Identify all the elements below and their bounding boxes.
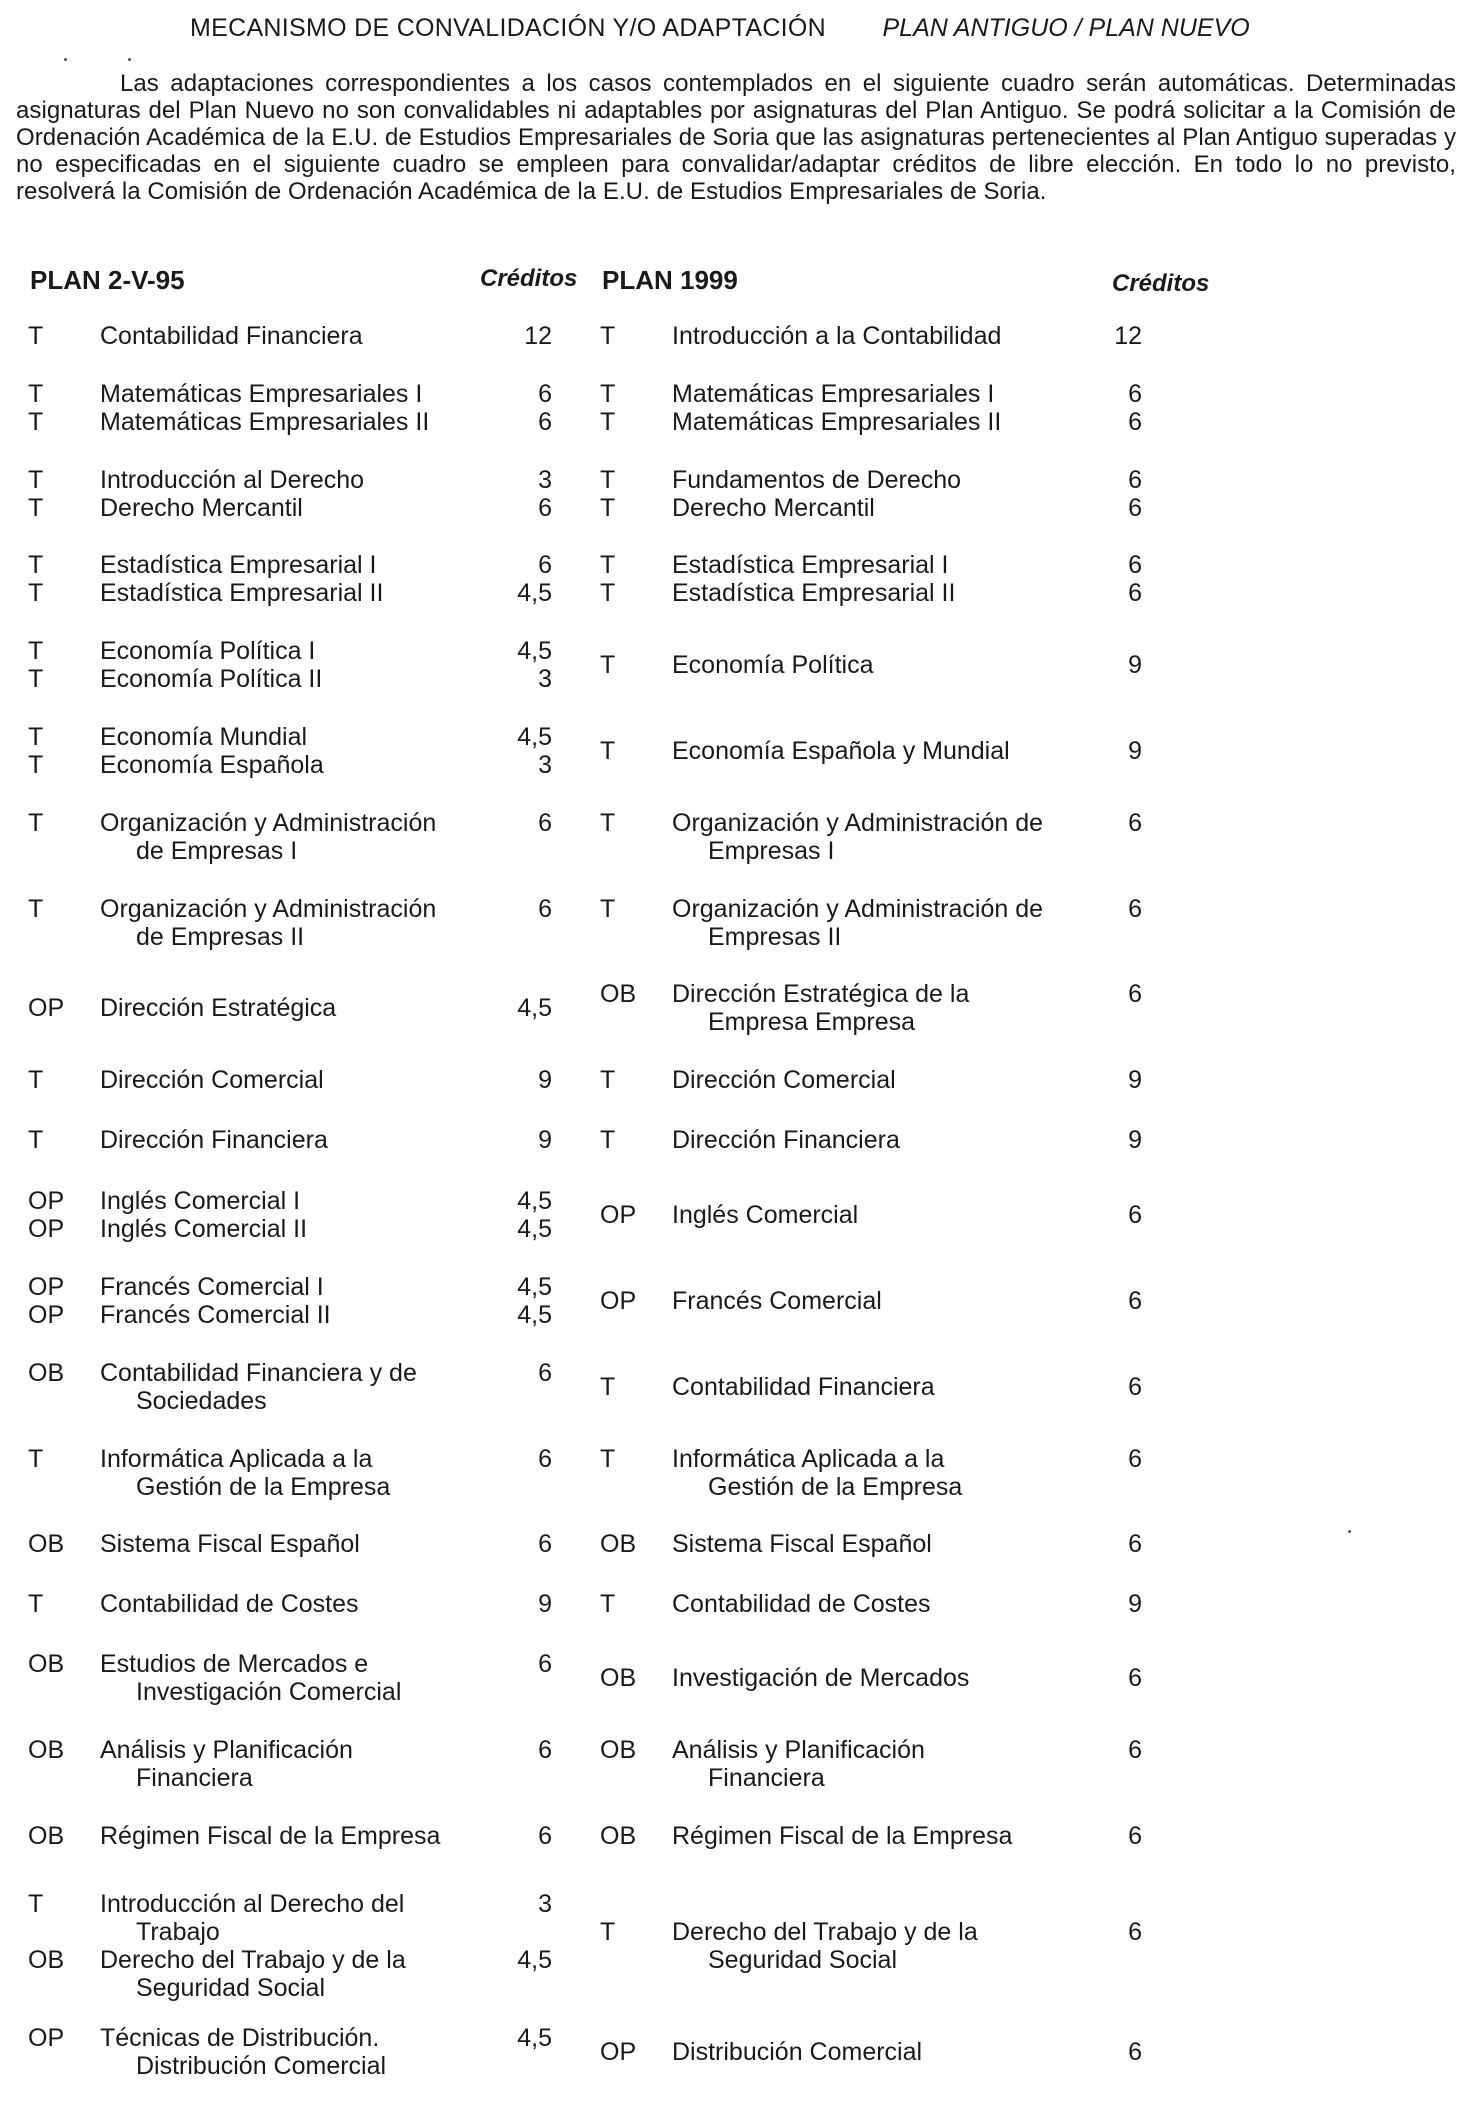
new-credits: 6 (1128, 1445, 1142, 1473)
subject-name-line: Francés Comercial II (100, 1301, 331, 1329)
old-subject-name (100, 723, 307, 751)
new-subject-name (672, 322, 1001, 350)
old-type-code: OB (28, 1530, 65, 1558)
old-credits: 6 (538, 1445, 552, 1473)
old-type-code: T (28, 1890, 44, 1918)
subject-name-line: Financiera (136, 1764, 253, 1792)
new-subject-name (672, 1287, 882, 1315)
old-subject-name (100, 895, 436, 951)
old-type-code: OP (28, 1215, 65, 1243)
new-type-code: OP (600, 2038, 637, 2066)
subject-name-line: Economía Política II (100, 665, 323, 693)
old-type-code: T (28, 579, 44, 607)
old-type-code: OP (28, 2024, 65, 2052)
new-subject-name (672, 1530, 932, 1558)
subject-name-line: Derecho del Trabajo y de la (672, 1918, 978, 1946)
subject-name-line: Análisis y Planificación (100, 1736, 353, 1764)
new-type-code: T (600, 408, 616, 436)
subject-name-line: Empresas II (708, 923, 842, 951)
new-type-code: OP (600, 1287, 637, 1315)
old-type-code: T (28, 895, 44, 923)
old-credits-header: Créditos (480, 265, 578, 292)
subject-name-line: Estadística Empresarial II (100, 579, 384, 607)
new-credits: 6 (1128, 1822, 1142, 1850)
old-credits: 6 (538, 408, 552, 436)
new-credits: 6 (1128, 466, 1142, 494)
new-subject-name (672, 1664, 969, 1692)
old-credits: 4,5 (517, 1301, 552, 1329)
old-subject-name (100, 1890, 404, 1946)
new-subject-name (672, 1201, 858, 1229)
new-credits: 6 (1128, 1287, 1142, 1315)
subject-name-line: Organización y Administración de (672, 895, 1044, 923)
old-type-code: OB (28, 1736, 65, 1764)
new-subject-name (672, 651, 874, 679)
old-subject-name (100, 1215, 307, 1243)
old-credits: 4,5 (517, 1187, 552, 1215)
subject-name-line: Inglés Comercial (672, 1201, 859, 1229)
old-credits: 3 (538, 466, 552, 494)
old-type-code: T (28, 494, 44, 522)
subject-name-line: Distribución Comercial (672, 2038, 923, 2066)
subject-name-line: Derecho Mercantil (672, 494, 875, 522)
new-credits: 6 (1128, 380, 1142, 408)
title-row (190, 14, 1250, 43)
old-subject-name (100, 1066, 324, 1094)
old-credits: 6 (538, 1359, 552, 1387)
old-subject-name (100, 322, 363, 350)
old-type-code: OB (28, 1946, 65, 1974)
old-type-code: T (28, 466, 44, 494)
new-subject-name (672, 895, 1043, 951)
new-type-code: T (600, 1066, 616, 1094)
scan-speck (128, 58, 131, 61)
new-type-code: T (600, 1373, 616, 1401)
subject-name-line: Empresas I (708, 837, 835, 865)
subject-name-line: Introducción al Derecho (100, 466, 365, 494)
subject-name-line: Matemáticas Empresariales II (672, 408, 1002, 436)
document-title: MECANISMO DE CONVALIDACIÓN Y/O ADAPTACIÓN (190, 14, 827, 42)
subject-name-line: Dirección Financiera (672, 1126, 900, 1154)
old-subject-name (100, 1822, 440, 1850)
new-type-code: T (600, 579, 616, 607)
subject-name-line: Régimen Fiscal de la Empresa (672, 1822, 1013, 1850)
new-credits: 6 (1128, 408, 1142, 436)
new-type-code: OB (600, 1530, 637, 1558)
new-type-code: T (600, 1918, 616, 1946)
new-type-code: T (600, 1590, 616, 1618)
new-credits-header: Créditos (1112, 270, 1210, 297)
new-subject-name (672, 737, 1010, 765)
old-credits: 9 (538, 1066, 552, 1094)
new-credits: 9 (1128, 1126, 1142, 1154)
old-type-code: T (28, 380, 44, 408)
scan-speck (64, 58, 67, 61)
subject-name-line: Trabajo (136, 1918, 220, 1946)
new-credits: 6 (1128, 1373, 1142, 1401)
new-subject-name (672, 380, 994, 408)
intro-text: Las adaptaciones correspondientes a los casos contemplados en el siguiente cuadro serán automáticas. Determinadas asignaturas del Plan Nuevo no son convalidables ni adaptables por asignaturas del Plan Antiguo. Se podrá solicitar a la Comisión de Ordenación Académica de la E.U. de Estudios Empresariales de Soria que las asignaturas pertenecientes al Plan Antiguo superadas y no especificadas en el siguiente cuadro se empleen para convalidar/adaptar créditos de libre elección. En todo lo no previsto, resolverá la Comisión de Ordenación Académica de la E.U. de Estudios Empresariales de Soria. (16, 70, 1456, 205)
old-type-code: OB (28, 1822, 65, 1850)
subject-name-line: Técnicas de Distribución. (100, 2024, 380, 2052)
subject-name-line: Financiera (708, 1764, 825, 1792)
old-credits: 4,5 (517, 579, 552, 607)
old-type-code: T (28, 637, 44, 665)
subject-name-line: Introducción al Derecho del (100, 1890, 405, 1918)
new-credits: 6 (1128, 551, 1142, 579)
subject-name-line: Inglés Comercial II (100, 1215, 308, 1243)
old-credits: 4,5 (517, 637, 552, 665)
old-credits: 4,5 (517, 2024, 552, 2052)
old-subject-name (100, 1736, 353, 1792)
old-credits: 6 (538, 1530, 552, 1558)
new-type-code: T (600, 551, 616, 579)
subject-name-line: Dirección Comercial (672, 1066, 896, 1094)
new-credits: 9 (1128, 1590, 1142, 1618)
new-subject-name (672, 1126, 900, 1154)
subject-name-line: Informática Aplicada a la (672, 1445, 945, 1473)
new-type-code: OB (600, 1822, 637, 1850)
old-type-code: OP (28, 1301, 65, 1329)
old-credits: 4,5 (517, 1215, 552, 1243)
old-subject-name (100, 1445, 390, 1501)
new-credits: 6 (1128, 1664, 1142, 1692)
subject-name-line: Dirección Comercial (100, 1066, 324, 1094)
new-subject-name (672, 408, 1001, 436)
old-type-code: T (28, 1445, 44, 1473)
new-subject-name (672, 1066, 896, 1094)
old-credits: 12 (524, 322, 552, 350)
old-credits: 6 (538, 1736, 552, 1764)
old-subject-name (100, 994, 336, 1022)
subject-name-line: Gestión de la Empresa (136, 1473, 391, 1501)
new-subject-name (672, 494, 875, 522)
subject-name-line: Estudios de Mercados e (100, 1650, 369, 1678)
new-type-code: T (600, 895, 616, 923)
old-type-code: OP (28, 994, 65, 1022)
old-subject-name (100, 1946, 406, 2002)
new-credits: 6 (1128, 895, 1142, 923)
new-type-code: T (600, 494, 616, 522)
new-subject-name (672, 579, 955, 607)
old-subject-name (100, 1187, 300, 1215)
old-credits: 4,5 (517, 723, 552, 751)
new-type-code: OB (600, 1736, 637, 1764)
old-subject-name (100, 579, 383, 607)
subject-name-line: Francés Comercial (672, 1287, 882, 1315)
subject-name-line: de Empresas I (136, 837, 298, 865)
subject-name-line: Sistema Fiscal Español (672, 1530, 932, 1558)
old-subject-name (100, 494, 303, 522)
old-subject-name (100, 1650, 401, 1706)
old-subject-name (100, 751, 324, 779)
old-subject-name (100, 1273, 324, 1301)
new-subject-name (672, 551, 949, 579)
subject-name-line: Estadística Empresarial II (672, 579, 956, 607)
subject-name-line: Introducción a la Contabilidad (672, 322, 1002, 350)
new-credits: 9 (1128, 737, 1142, 765)
subject-name-line: Estadística Empresarial I (672, 551, 949, 579)
new-type-code: T (600, 1126, 616, 1154)
subject-name-line: Sociedades (136, 1387, 267, 1415)
new-subject-name (672, 980, 969, 1036)
subject-name-line: Estadística Empresarial I (100, 551, 377, 579)
new-subject-name (672, 2038, 922, 2066)
old-subject-name (100, 1359, 417, 1415)
new-subject-name (672, 466, 961, 494)
subject-name-line: Empresa Empresa (708, 1008, 916, 1036)
old-subject-name (100, 1301, 331, 1329)
old-credits: 6 (538, 895, 552, 923)
subject-name-line: Análisis y Planificación (672, 1736, 925, 1764)
old-subject-name (100, 1126, 328, 1154)
new-type-code: OB (600, 1664, 637, 1692)
new-credits: 6 (1128, 2038, 1142, 2066)
new-subject-name (672, 1822, 1012, 1850)
old-type-code: OP (28, 1187, 65, 1215)
subject-name-line: Dirección Estratégica (100, 994, 337, 1022)
subject-name-line: Seguridad Social (708, 1946, 898, 1974)
new-plan-header: PLAN 1999 (602, 265, 738, 295)
subject-name-line: Dirección Financiera (100, 1126, 328, 1154)
old-type-code: T (28, 665, 44, 693)
old-credits: 6 (538, 380, 552, 408)
old-subject-name (100, 1590, 359, 1618)
subject-name-line: Organización y Administración de (672, 809, 1044, 837)
new-type-code: T (600, 380, 616, 408)
old-credits: 4,5 (517, 994, 552, 1022)
subject-name-line: Economía Política (672, 651, 874, 679)
new-type-code: T (600, 1445, 616, 1473)
subject-name-line: Derecho Mercantil (100, 494, 303, 522)
new-credits: 6 (1128, 1530, 1142, 1558)
subject-name-line: Investigación Comercial (136, 1678, 402, 1706)
new-credits: 6 (1128, 1736, 1142, 1764)
intro-paragraph (16, 70, 1456, 205)
new-type-code: OP (600, 1201, 637, 1229)
new-credits: 6 (1128, 1918, 1142, 1946)
subject-name-line: Contabilidad de Costes (672, 1590, 931, 1618)
subject-name-line: Distribución Comercial (136, 2052, 387, 2080)
subject-name-line: Economía Mundial (100, 723, 308, 751)
new-subject-name (672, 809, 1043, 865)
subject-name-line: Gestión de la Empresa (708, 1473, 963, 1501)
old-type-code: T (28, 1590, 44, 1618)
subject-name-line: Matemáticas Empresariales I (672, 380, 995, 408)
old-credits: 6 (538, 494, 552, 522)
old-type-code: T (28, 322, 44, 350)
subject-name-line: de Empresas II (136, 923, 305, 951)
new-subject-name (672, 1918, 978, 1974)
new-subject-name (672, 1373, 935, 1401)
new-credits: 6 (1128, 809, 1142, 837)
old-subject-name (100, 809, 436, 865)
old-type-code: T (28, 723, 44, 751)
new-credits: 6 (1128, 980, 1142, 1008)
old-type-code: T (28, 751, 44, 779)
subject-name-line: Contabilidad Financiera (672, 1373, 935, 1401)
old-subject-name (100, 408, 429, 436)
old-subject-name (100, 665, 322, 693)
subject-name-line: Organización y Administración (100, 809, 437, 837)
old-type-code: T (28, 1066, 44, 1094)
old-credits: 6 (538, 1650, 552, 1678)
subject-name-line: Fundamentos de Derecho (672, 466, 962, 494)
new-credits: 9 (1128, 1066, 1142, 1094)
old-subject-name (100, 380, 422, 408)
subject-name-line: Sistema Fiscal Español (100, 1530, 360, 1558)
subject-name-line: Investigación de Mercados (672, 1664, 970, 1692)
old-subject-name (100, 466, 364, 494)
old-credits: 6 (538, 809, 552, 837)
old-subject-name (100, 551, 377, 579)
subject-name-line: Economía Española y Mundial (672, 737, 1010, 765)
subject-name-line: Economía Política I (100, 637, 316, 665)
old-type-code: OP (28, 1273, 65, 1301)
new-subject-name (672, 1445, 962, 1501)
old-credits: 4,5 (517, 1946, 552, 1974)
old-type-code: T (28, 551, 44, 579)
old-credits: 3 (538, 751, 552, 779)
new-credits: 6 (1128, 1201, 1142, 1229)
old-subject-name (100, 2024, 386, 2080)
new-credits: 6 (1128, 494, 1142, 522)
subject-name-line: Matemáticas Empresariales I (100, 380, 423, 408)
new-credits: 6 (1128, 579, 1142, 607)
subject-name-line: Francés Comercial I (100, 1273, 324, 1301)
old-credits: 3 (538, 1890, 552, 1918)
subject-name-line: Dirección Estratégica de la (672, 980, 970, 1008)
new-type-code: OB (600, 980, 637, 1008)
old-type-code: OB (28, 1359, 65, 1387)
new-type-code: T (600, 651, 616, 679)
old-subject-name (100, 637, 315, 665)
old-type-code: T (28, 1126, 44, 1154)
new-type-code: T (600, 466, 616, 494)
subject-name-line: Inglés Comercial I (100, 1187, 301, 1215)
subject-name-line: Organización y Administración (100, 895, 437, 923)
subject-name-line: Seguridad Social (136, 1974, 326, 2002)
new-subject-name (672, 1590, 931, 1618)
old-type-code: T (28, 809, 44, 837)
old-plan-header: PLAN 2-V-95 (30, 265, 185, 295)
new-type-code: T (600, 809, 616, 837)
new-type-code: T (600, 322, 616, 350)
plan-subtitle: PLAN ANTIGUO / PLAN NUEVO (882, 14, 1250, 42)
subject-name-line: Derecho del Trabajo y de la (100, 1946, 406, 1974)
old-credits: 9 (538, 1126, 552, 1154)
new-credits: 12 (1114, 322, 1142, 350)
subject-name-line: Matemáticas Empresariales II (100, 408, 430, 436)
old-credits: 9 (538, 1590, 552, 1618)
subject-name-line: Contabilidad Financiera (100, 322, 363, 350)
old-credits: 6 (538, 1822, 552, 1850)
subject-name-line: Contabilidad Financiera y de (100, 1359, 417, 1387)
subject-name-line: Contabilidad de Costes (100, 1590, 359, 1618)
old-credits: 4,5 (517, 1273, 552, 1301)
old-credits: 3 (538, 665, 552, 693)
old-type-code: OB (28, 1650, 65, 1678)
subject-name-line: Informática Aplicada a la (100, 1445, 373, 1473)
new-credits: 9 (1128, 651, 1142, 679)
old-credits: 6 (538, 551, 552, 579)
subject-name-line: Economía Española (100, 751, 324, 779)
new-subject-name (672, 1736, 925, 1792)
scan-speck (1348, 1530, 1351, 1533)
new-type-code: T (600, 737, 616, 765)
old-type-code: T (28, 408, 44, 436)
subject-name-line: Régimen Fiscal de la Empresa (100, 1822, 441, 1850)
old-subject-name (100, 1530, 360, 1558)
